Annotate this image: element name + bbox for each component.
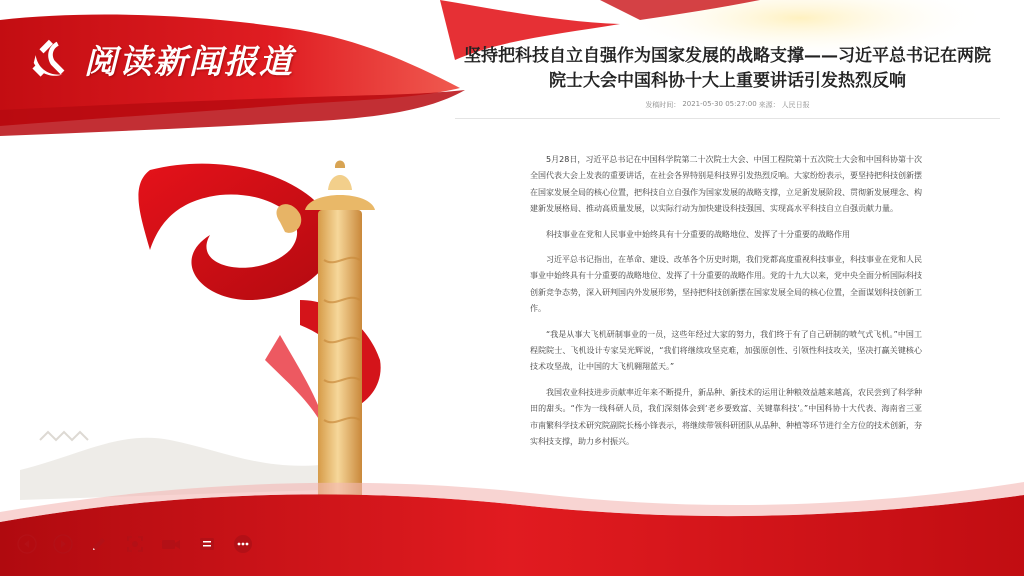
presentation-toolbar: [16, 531, 254, 557]
article-title-line-2: 院士大会中国科协十大上重要讲话引发热烈反响: [549, 71, 906, 91]
screenshot-button[interactable]: [124, 533, 146, 555]
screenshot-icon: [125, 534, 145, 554]
banner-header: [28, 34, 294, 84]
article-title-line-1: 坚持把科技自立自强作为国家发展的战略支撑——习近平总书记在两院: [464, 46, 991, 66]
camera-button[interactable]: [160, 533, 182, 555]
previous-slide-button[interactable]: [16, 533, 38, 555]
more-options-button[interactable]: [232, 533, 254, 555]
meta-time: 2021-05-30 05:27:00: [682, 100, 757, 108]
meta-source: 人民日报: [781, 101, 810, 109]
notes-button[interactable]: [196, 533, 218, 555]
meta-time-label: 发稿时间：: [645, 101, 681, 109]
more-icon: [233, 534, 253, 554]
arrow-left-icon: [17, 534, 37, 554]
meta-source-label: 来源：: [758, 101, 780, 109]
pen-icon: [89, 534, 109, 554]
article-paragraph-2: 习近平总书记指出，在革命、建设、改革各个历史时期，我们党都高度重视科技事业，科技事业在党和人民事业中始终具有十分重要的战略地位、发挥了十分重要的战略作用。党的十九大以来，党中央全面分析国际科技创新竞争态势，深入研判国内外发展形势，坚持把科技创新摆在国家发展全局的核心位置，全面谋划科技创新工作。: [530, 255, 922, 314]
video-camera-icon: [160, 534, 182, 554]
arrow-right-icon: [53, 534, 73, 554]
article-paragraph-1: 5月28日，习近平总书记在中国科学院第二十次院士大会、中国工程院第十五次院士大会和中国科协第十次全国代表大会上发表的重要讲话，在社会各界特别是科技界引发热烈反响。大家纷纷表示，要坚持把科技创新摆在国家发展全局的核心位置，把科技自立自强作为国家发展的战略支撑，立足新发展阶段、贯彻新发展理念、构建新发展格局、推动高质量发展，以实际行动为加快建设科技强国、实现高水平科技自立自强贡献力量。: [530, 155, 922, 214]
red-ribbon-swirl: [138, 164, 334, 300]
huabiao-pillar: [318, 210, 362, 500]
next-slide-button[interactable]: [52, 533, 74, 555]
party-emblem-icon: [28, 36, 74, 82]
article-paragraph-3: “我是从事大飞机研制事业的一员，这些年经过大家的努力，我们终于有了自己研制的喷气式飞机。”中国工程院院士、飞机设计专家吴光辉说，“我们将继续攻坚克难，加强原创性、引领性科技攻关，坚决打赢关键核心技术攻坚战，让中国的大飞机翱翔蓝天。”: [530, 329, 922, 372]
header-divider: [455, 118, 1000, 119]
article-body: [530, 152, 922, 460]
article-header: [455, 44, 1000, 119]
notes-icon: [197, 534, 217, 554]
banner-title-text: 阅读新闻报道: [84, 41, 294, 81]
article-subheading: 科技事业在党和人民事业中始终具有十分重要的战略地位、发挥了十分重要的战略作用: [546, 229, 850, 239]
article-meta: [455, 100, 1000, 110]
article-title: [455, 44, 1000, 94]
article-paragraph-4: 我国农业科技进步贡献率近年来不断提升，新品种、新技术的运用让种粮效益越来越高，农民尝到了科学种田的甜头。“作为一线科研人员，我们深刻体会到‘老乡要致富、关键靠科技’。”中国科协十大代表、海南省三亚市南繁科学技术研究院副院长杨小锋表示，将继续带领科研团队从品种、种植等环节进行全方位的技术创新，夯实科技支撑，助力乡村振兴。: [530, 387, 922, 447]
pen-tool-button[interactable]: [88, 533, 110, 555]
